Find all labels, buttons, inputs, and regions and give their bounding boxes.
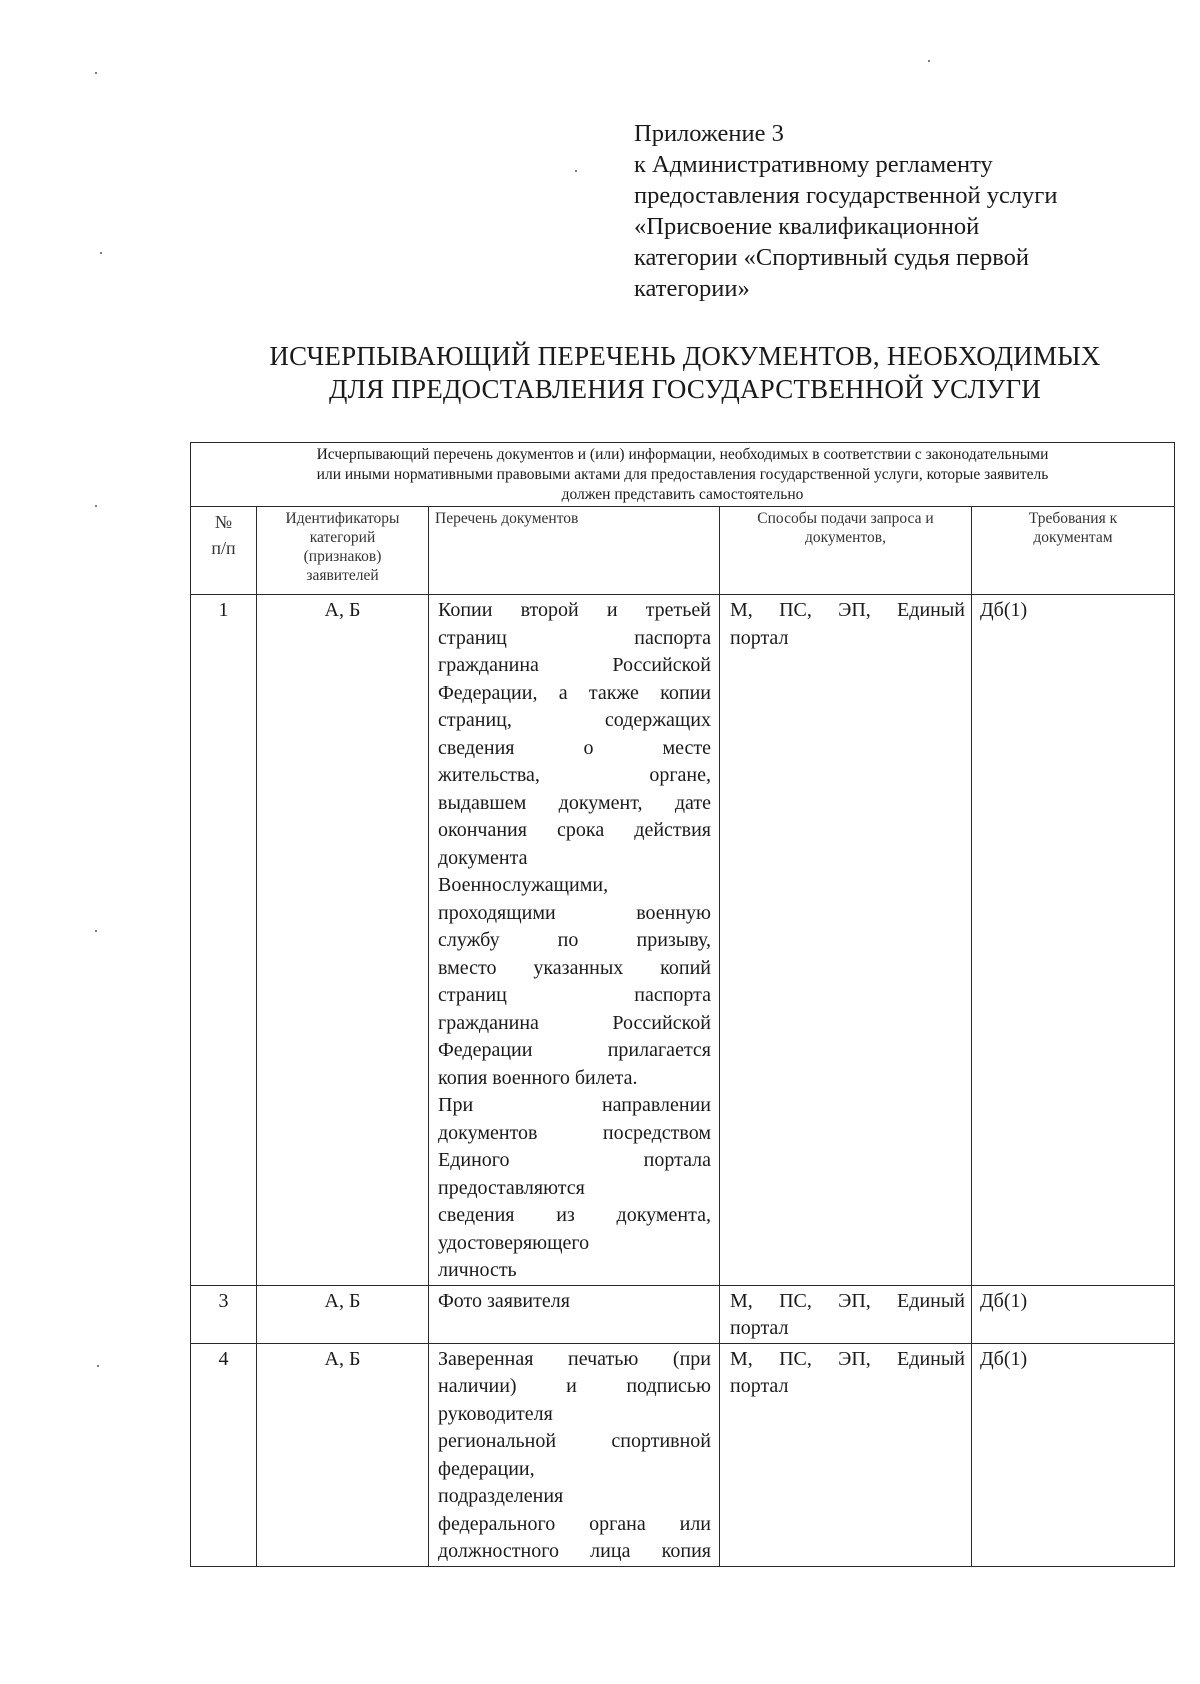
- scan-speck: [100, 252, 102, 254]
- document-line: сведения о месте: [438, 736, 711, 759]
- table-caption-row: [191, 443, 1175, 507]
- document-line: личность: [438, 1259, 517, 1281]
- header-number-line: №: [214, 512, 233, 532]
- row-methods: [720, 595, 972, 1286]
- row-requirements: Дб(1): [972, 595, 1175, 1286]
- row-methods: [720, 1343, 972, 1566]
- document-line: гражданина Российской: [438, 654, 711, 676]
- documents-table: [190, 442, 1175, 1567]
- header-documents-label: Перечень документов: [435, 510, 579, 527]
- document-title: [190, 340, 1180, 406]
- row-documents: [429, 1343, 720, 1566]
- table-row: [191, 1285, 1175, 1343]
- header-methods: [720, 507, 972, 595]
- header-requirements-line: Требования к: [1028, 510, 1118, 527]
- row-requirements: Дб(1): [972, 1343, 1175, 1566]
- document-line: федерального органа или: [438, 1512, 711, 1535]
- document-line: Копии второй и третьей: [438, 599, 711, 621]
- document-line: удостоверяющего: [438, 1231, 590, 1254]
- title-line-2: ДЛЯ ПРЕДОСТАВЛЕНИЯ ГОСУДАРСТВЕННОЙ УСЛУГИ: [329, 374, 1041, 404]
- scan-speck: [575, 170, 577, 172]
- scan-speck: [928, 60, 930, 62]
- document-line: При направлении: [438, 1094, 711, 1116]
- header-identifiers: [257, 507, 429, 595]
- document-line: руководителя: [438, 1402, 553, 1425]
- appendix-line: категории «Спортивный судья первой: [634, 244, 1030, 271]
- header-number: [191, 507, 257, 595]
- header-identifiers-line: заявителей: [306, 567, 379, 584]
- row-documents: [429, 595, 720, 1286]
- appendix-line: к Административному регламенту: [634, 151, 993, 178]
- appendix-note: [634, 118, 1104, 304]
- method-line: портал: [730, 1375, 789, 1397]
- scan-speck: [95, 72, 97, 74]
- document-line: Военнослужащими,: [438, 874, 609, 896]
- header-identifiers-line: (признаков): [303, 548, 382, 565]
- header-methods-line: документов,: [805, 529, 886, 546]
- document-line: гражданина Российской: [438, 1011, 711, 1034]
- method-line: портал: [730, 1317, 789, 1339]
- caption-line: или иными нормативными правовыми актами для предоставления государственной услуги, которые заявитель: [316, 466, 1049, 483]
- document-line: службу по призыву,: [438, 929, 711, 951]
- document-line: страниц паспорта: [438, 984, 711, 1006]
- document-line: документа: [438, 846, 528, 869]
- document-line: вместо указанных копий: [438, 956, 711, 979]
- header-identifiers-line: Идентификаторы: [285, 510, 400, 527]
- document-line: сведения из документа,: [438, 1204, 711, 1226]
- table-row: [191, 595, 1175, 1286]
- scan-speck: [97, 1365, 99, 1367]
- document-line: подразделения: [438, 1485, 564, 1507]
- row-methods: [720, 1285, 972, 1343]
- document-line: должностного лица копия: [438, 1540, 711, 1562]
- document-line: копия военного билета.: [438, 1066, 638, 1089]
- document-line: выдавшем документ, дате: [438, 791, 711, 814]
- table-caption: [191, 443, 1175, 507]
- document-line: наличии) и подписью: [438, 1375, 711, 1397]
- appendix-line: «Присвоение квалификационной: [634, 213, 980, 240]
- row-documents: [429, 1285, 720, 1343]
- header-requirements-line: документам: [1033, 529, 1113, 546]
- document-line: федерации,: [438, 1457, 535, 1480]
- method-line: М, ПС, ЭП, Единый: [730, 1289, 965, 1312]
- header-identifiers-line: категорий: [309, 529, 376, 546]
- method-line: М, ПС, ЭП, Единый: [730, 1347, 965, 1370]
- table-header-row: [191, 507, 1175, 595]
- row-number: 1: [191, 595, 257, 1286]
- row-identifiers: А, Б: [257, 595, 429, 1286]
- appendix-line: Приложение 3: [634, 120, 784, 147]
- document-line: документов посредством: [438, 1121, 711, 1144]
- document-line: Единого портала: [438, 1149, 711, 1171]
- row-identifiers: А, Б: [257, 1343, 429, 1566]
- document-line: Федерации прилагается: [438, 1039, 711, 1061]
- header-requirements: [972, 507, 1175, 595]
- document-line: страниц, содержащих: [438, 709, 711, 731]
- header-methods-line: Способы подачи запроса и: [757, 510, 934, 527]
- appendix-line: предоставления государственной услуги: [634, 182, 1058, 209]
- appendix-line: категории»: [634, 275, 750, 302]
- document-line: жительства, органе,: [438, 764, 711, 786]
- method-line: портал: [730, 626, 789, 649]
- row-requirements: Дб(1): [972, 1285, 1175, 1343]
- document-line: окончания срока действия: [438, 819, 711, 841]
- caption-line: должен представить самостоятельно: [561, 486, 804, 503]
- row-number: 3: [191, 1285, 257, 1343]
- header-documents: [429, 507, 720, 595]
- document-line: Заверенная печатью (при: [438, 1347, 711, 1370]
- row-number: 4: [191, 1343, 257, 1566]
- table-row: [191, 1343, 1175, 1566]
- header-number-line: п/п: [211, 538, 236, 558]
- row-identifiers: А, Б: [257, 1285, 429, 1343]
- scan-speck: [95, 930, 97, 932]
- document-line: страниц паспорта: [438, 626, 711, 649]
- caption-line: Исчерпывающий перечень документов и (или) информации, необходимых в соответствии с законодательными: [316, 446, 1049, 463]
- document-line: Фото заявителя: [438, 1289, 570, 1312]
- title-line-1: ИСЧЕРПЫВАЮЩИЙ ПЕРЕЧЕНЬ ДОКУМЕНТОВ, НЕОБХОДИМЫХ: [269, 341, 1101, 371]
- scan-speck: [95, 505, 97, 507]
- document-line: проходящими военную: [438, 901, 711, 924]
- document-line: Федерации, а также копии: [438, 681, 711, 704]
- document-line: предоставляются: [438, 1176, 585, 1199]
- method-line: М, ПС, ЭП, Единый: [730, 599, 965, 621]
- document-line: региональной спортивной: [438, 1430, 711, 1452]
